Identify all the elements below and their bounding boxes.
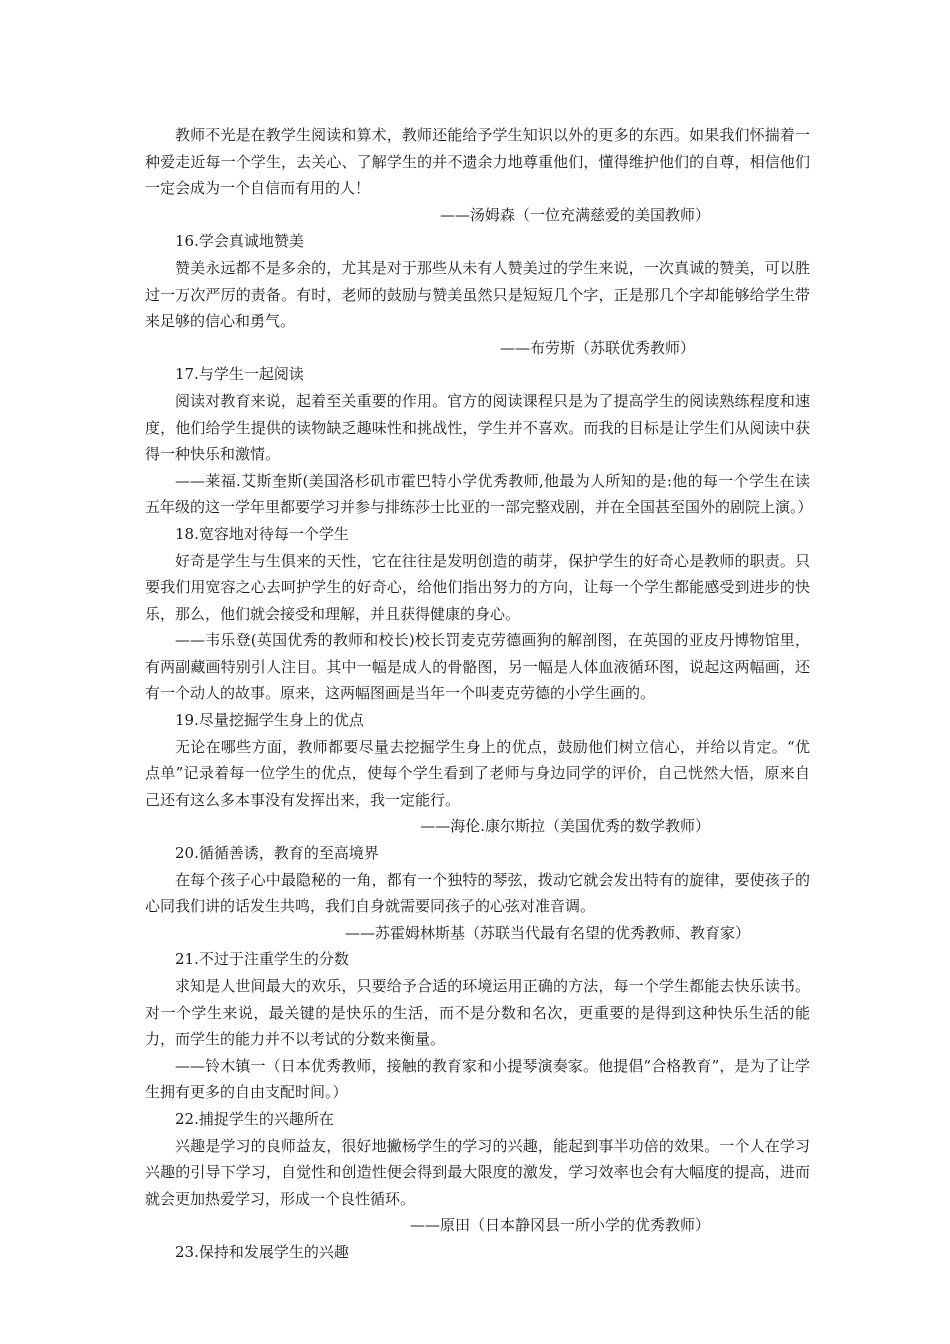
- section-16-paragraph: 赞美永远都不是多余的，尤其是对于那些从未有人赞美过的学生来说，一次真诚的赞美，可以胜过一万次严厉的责备。有时，老师的鼓励与赞美虽然只是短短几个字，正是那几个字却能够给学生带来足够的信心和勇气。: [145, 258, 810, 331]
- section-17-paragraph: 阅读对教育来说，起着至关重要的作用。官方的阅读课程只是为了提高学生的阅读熟练程度和速度，他们给学生提供的读物缺乏趣味性和挑战性，学生并不喜欢。而我的目标是让学生们从阅读中获得一种快乐和激情。: [145, 391, 810, 464]
- section-heading-23: 23.保持和发展学生的兴趣: [175, 1242, 349, 1261]
- section-heading-18: 18.宽容地对待每一个学生: [175, 524, 349, 543]
- section-18-paragraph: 好奇是学生与生俱来的天性，它在往往是发明创造的萌芽，保护学生的好奇心是教师的职责。只要我们用宽容之心去呵护学生的好奇心，给他们指出努力的方向，让每一个学生都能感受到进步的快乐，那么，他们就会接受和理解，并且获得健康的身心。: [145, 551, 810, 623]
- section-22-paragraph: 兴趣是学习的良师益友，很好地撇杨学生的学习的兴趣，能起到事半功倍的效果。一个人在学习兴趣的引导下学习，自觉性和创造性便会得到最大限度的激发，学习效率也会有大幅度的提高，进而就会更加热爱学习，形成一个良性循环。: [145, 1136, 810, 1208]
- section-heading-20: 20.循循善诱，教育的至高境界: [175, 844, 379, 863]
- attribution-helen: ——海伦.康尔斯拉（美国优秀的数学教师）: [420, 817, 710, 836]
- section-heading-17: 17.与学生一起阅读: [175, 365, 304, 384]
- intro-paragraph: 教师不光是在教学生阅读和算术，教师还能给予学生知识以外的更多的东西。如果我们怀揣着一种爱走近每一个学生，去关心、了解学生的并不遗余力地尊重他们，懂得维护他们的自尊，相信他们一定会成为一个自信而有用的人！: [145, 126, 810, 198]
- attribution-suzuki: ——铃木镇一（日本优秀教师，接触的教育家和小提琴演奏家。他提倡“合格教育”，是为了让学生拥有更多的自由支配时间。）: [145, 1056, 810, 1102]
- attribution-harada: ——原田（日本静冈县一所小学的优秀教师）: [409, 1216, 710, 1235]
- section-20-paragraph: 在每个孩子心中最隐秘的一角，都有一个独特的琴弦，拨动它就会发出特有的旋律，要使孩子的心同我们讲的话发生共鸣，我们自身就需要同孩子的心弦对准音调。: [145, 870, 810, 916]
- document-page: [145, 122, 813, 1266]
- section-heading-21: 21.不过于注重学生的分数: [175, 950, 349, 969]
- attribution-weledon: ——韦乐登(英国优秀的教师和校长)校长罚麦克劳德画狗的解剖图，在英国的亚皮丹博物馆里，有两副藏画特别引人注目。其中一幅是成人的骨骼图，另一幅是人体血液循环图，说起这两幅画，还有一个动人的故事。原来，这两幅图画是当年一个叫麦克劳德的小学生画的。: [145, 631, 810, 703]
- section-19-paragraph: 无论在哪些方面，教师都要尽量去挖掘学生身上的优点，鼓励他们树立信心，并给以肯定。“优点单”记录着每一位学生的优点，使每个学生看到了老师与身边同学的评价，自己恍然大悟，原来自己还有这么多本事没有发挥出来，我一定能行。: [145, 737, 810, 809]
- attribution-thomson: ——汤姆森（一位充满慈爱的美国教师）: [439, 205, 710, 224]
- section-heading-22: 22.捕捉学生的兴趣所在: [175, 1109, 334, 1128]
- attribution-sukhomlinsky: ——苏霍姆林斯基（苏联当代最有名望的优秀教师、教育家）: [344, 923, 750, 942]
- section-heading-16: 16.学会真诚地赞美: [175, 232, 304, 251]
- section-heading-19: 19.尽量挖掘学生身上的优点: [175, 711, 364, 730]
- section-21-paragraph: 求知是人世间最大的欢乐，只要给予合适的环境运用正确的方法，每一个学生都能去快乐读书。对一个学生来说，最关键的是快乐的生活，而不是分数和名次，更重要的是得到这种快乐生活的能力，而学生的能力并不以考试的分数来衡量。: [145, 977, 810, 1049]
- attribution-esquith: ——莱福.艾斯奎斯(美国洛杉矶市霍巴特小学优秀教师,他最为人所知的是:他的每一个学生在读五年级的这一学年里都要学习并参与排练莎士比亚的一部完整戏剧，并在全国甚至国外的剧院上演。）: [145, 471, 813, 517]
- attribution-brouse: ——布劳斯（苏联优秀教师）: [499, 338, 695, 357]
